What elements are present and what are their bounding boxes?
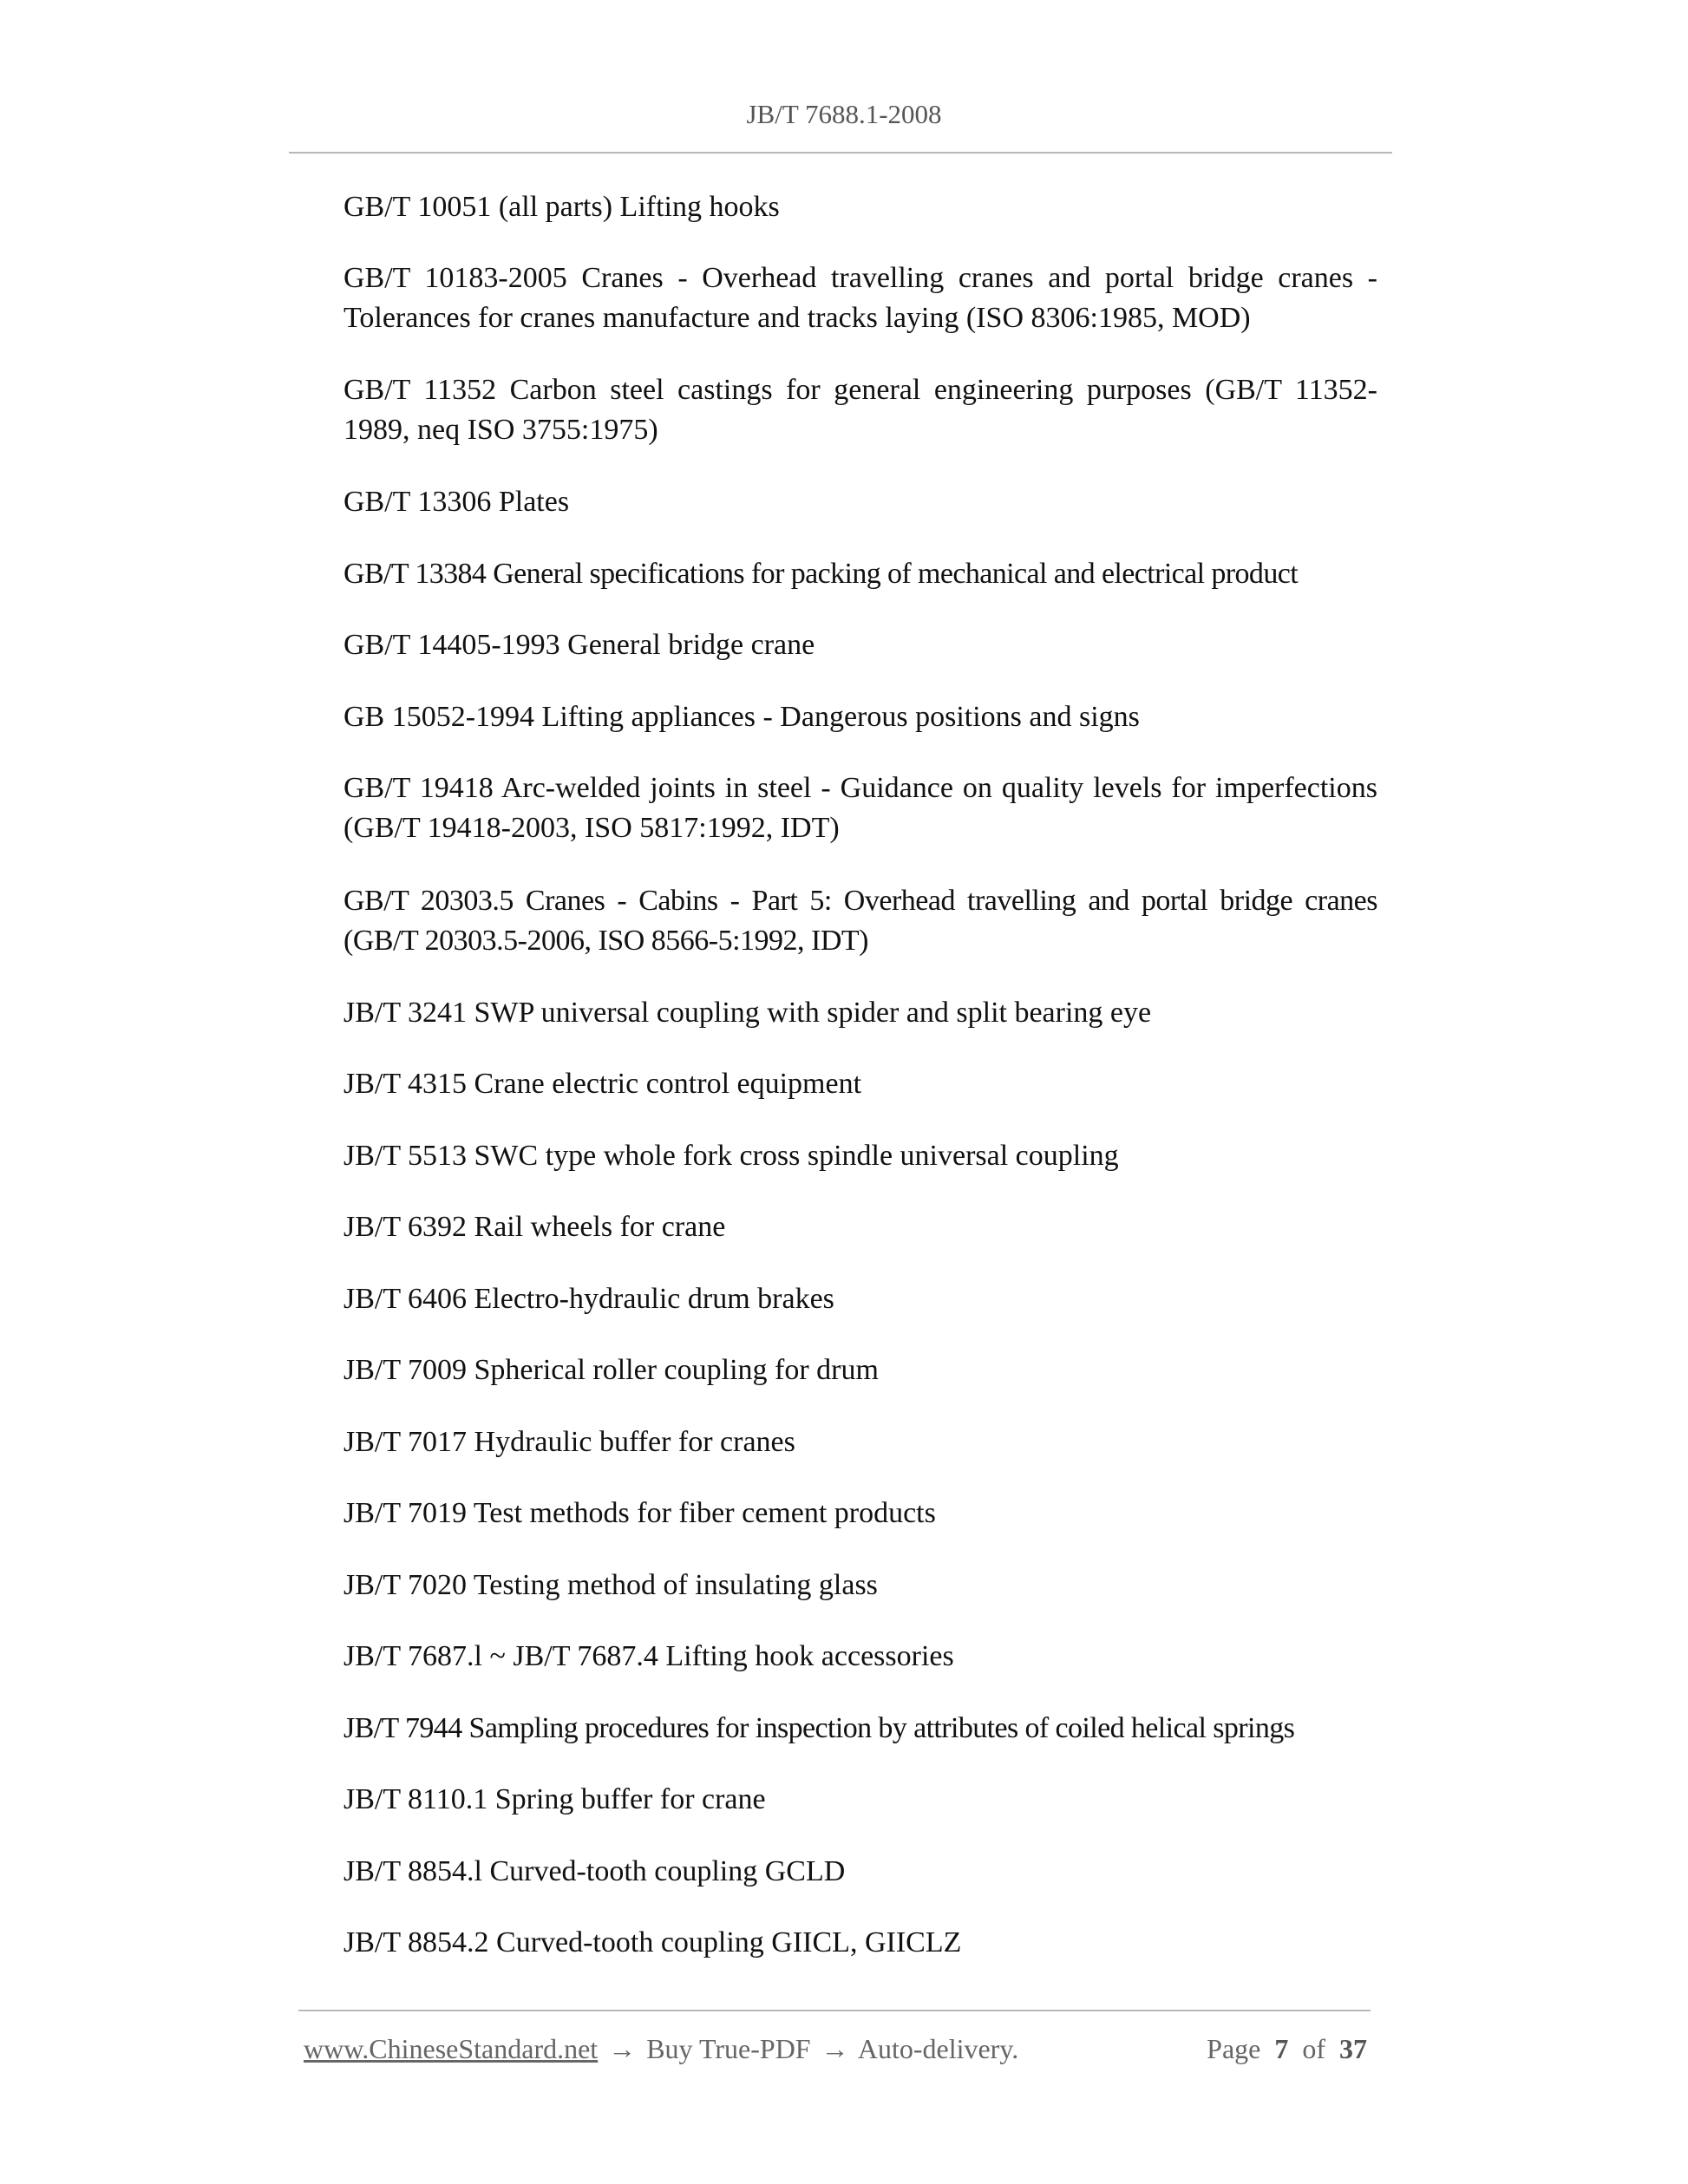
footer-divider <box>298 2010 1371 2011</box>
reference-item: GB/T 19418 Arc-welded joints in steel - Guidance on quality levels for imperfections (GB/T 19418-2003, ISO 5817:1992, IDT) <box>343 772 1377 844</box>
chinesestandard-link[interactable]: www.ChineseStandard.net <box>304 2033 599 2064</box>
reference-item: JB/T 8854.l Curved-tooth coupling GCLD <box>343 1855 846 1887</box>
reference-item: JB/T 7017 Hydraulic buffer for cranes <box>343 1426 795 1458</box>
auto-delivery-text: Auto-delivery. <box>857 2033 1019 2064</box>
reference-item: GB/T 10051 (all parts) Lifting hooks <box>343 191 780 223</box>
reference-item: GB/T 13306 Plates <box>343 486 570 518</box>
reference-item: JB/T 6406 Electro-hydraulic drum brakes <box>343 1283 834 1315</box>
arrow-right-icon: → <box>608 2033 637 2064</box>
reference-item: GB/T 11352 Carbon steel castings for general engineering purposes (GB/T 11352-1989, neq ISO 3755:1975) <box>343 374 1377 446</box>
reference-item: JB/T 7019 Test methods for fiber cement products <box>343 1497 936 1529</box>
reference-item: JB/T 8854.2 Curved-tooth coupling GIICL, GIICLZ <box>343 1926 962 1958</box>
footer-promo <box>304 2030 1018 2068</box>
of-label: of <box>1302 2033 1325 2064</box>
reference-item: JB/T 7009 Spherical roller coupling for drum <box>343 1354 879 1386</box>
reference-item: JB/T 7020 Testing method of insulating glass <box>343 1569 878 1601</box>
reference-item: JB/T 7687.l ~ JB/T 7687.4 Lifting hook accessories <box>343 1640 954 1672</box>
reference-item: JB/T 3241 SWP universal coupling with spider and split bearing eye <box>343 997 1152 1029</box>
page-label: Page <box>1207 2033 1261 2064</box>
reference-item: JB/T 5513 SWC type whole fork cross spindle universal coupling <box>343 1140 1119 1172</box>
reference-item: JB/T 7944 Sampling procedures for inspection by attributes of coiled helical springs <box>343 1712 1295 1744</box>
current-page-number: 7 <box>1274 2033 1289 2064</box>
reference-item: GB/T 13384 General specifications for packing of mechanical and electrical product <box>343 558 1299 590</box>
buy-true-pdf-text: Buy True-PDF <box>646 2033 811 2064</box>
reference-item: GB/T 10183-2005 Cranes - Overhead travelling cranes and portal bridge cranes - Tolerances for cranes manufacture and tracks laying (ISO 8306:1985, MOD) <box>343 262 1377 334</box>
reference-item: JB/T 8110.1 Spring buffer for crane <box>343 1783 766 1815</box>
header-divider <box>289 152 1392 154</box>
page-footer <box>304 2030 1367 2068</box>
reference-item: JB/T 6392 Rail wheels for crane <box>343 1211 726 1243</box>
arrow-right-icon: → <box>821 2033 849 2064</box>
total-pages-number: 37 <box>1339 2033 1367 2064</box>
document-header-title: JB/T 7688.1-2008 <box>746 99 942 129</box>
reference-item: GB/T 14405-1993 General bridge crane <box>343 629 815 661</box>
reference-item: GB/T 20303.5 Cranes - Cabins - Part 5: Overhead travelling and portal bridge cranes (GB/T 20303.5-2006, ISO 8566-5:1992, IDT) <box>343 885 1377 957</box>
page-indicator <box>1207 2030 1367 2068</box>
reference-item: JB/T 4315 Crane electric control equipment <box>343 1068 862 1100</box>
reference-item: GB 15052-1994 Lifting appliances - Dangerous positions and signs <box>343 701 1140 733</box>
